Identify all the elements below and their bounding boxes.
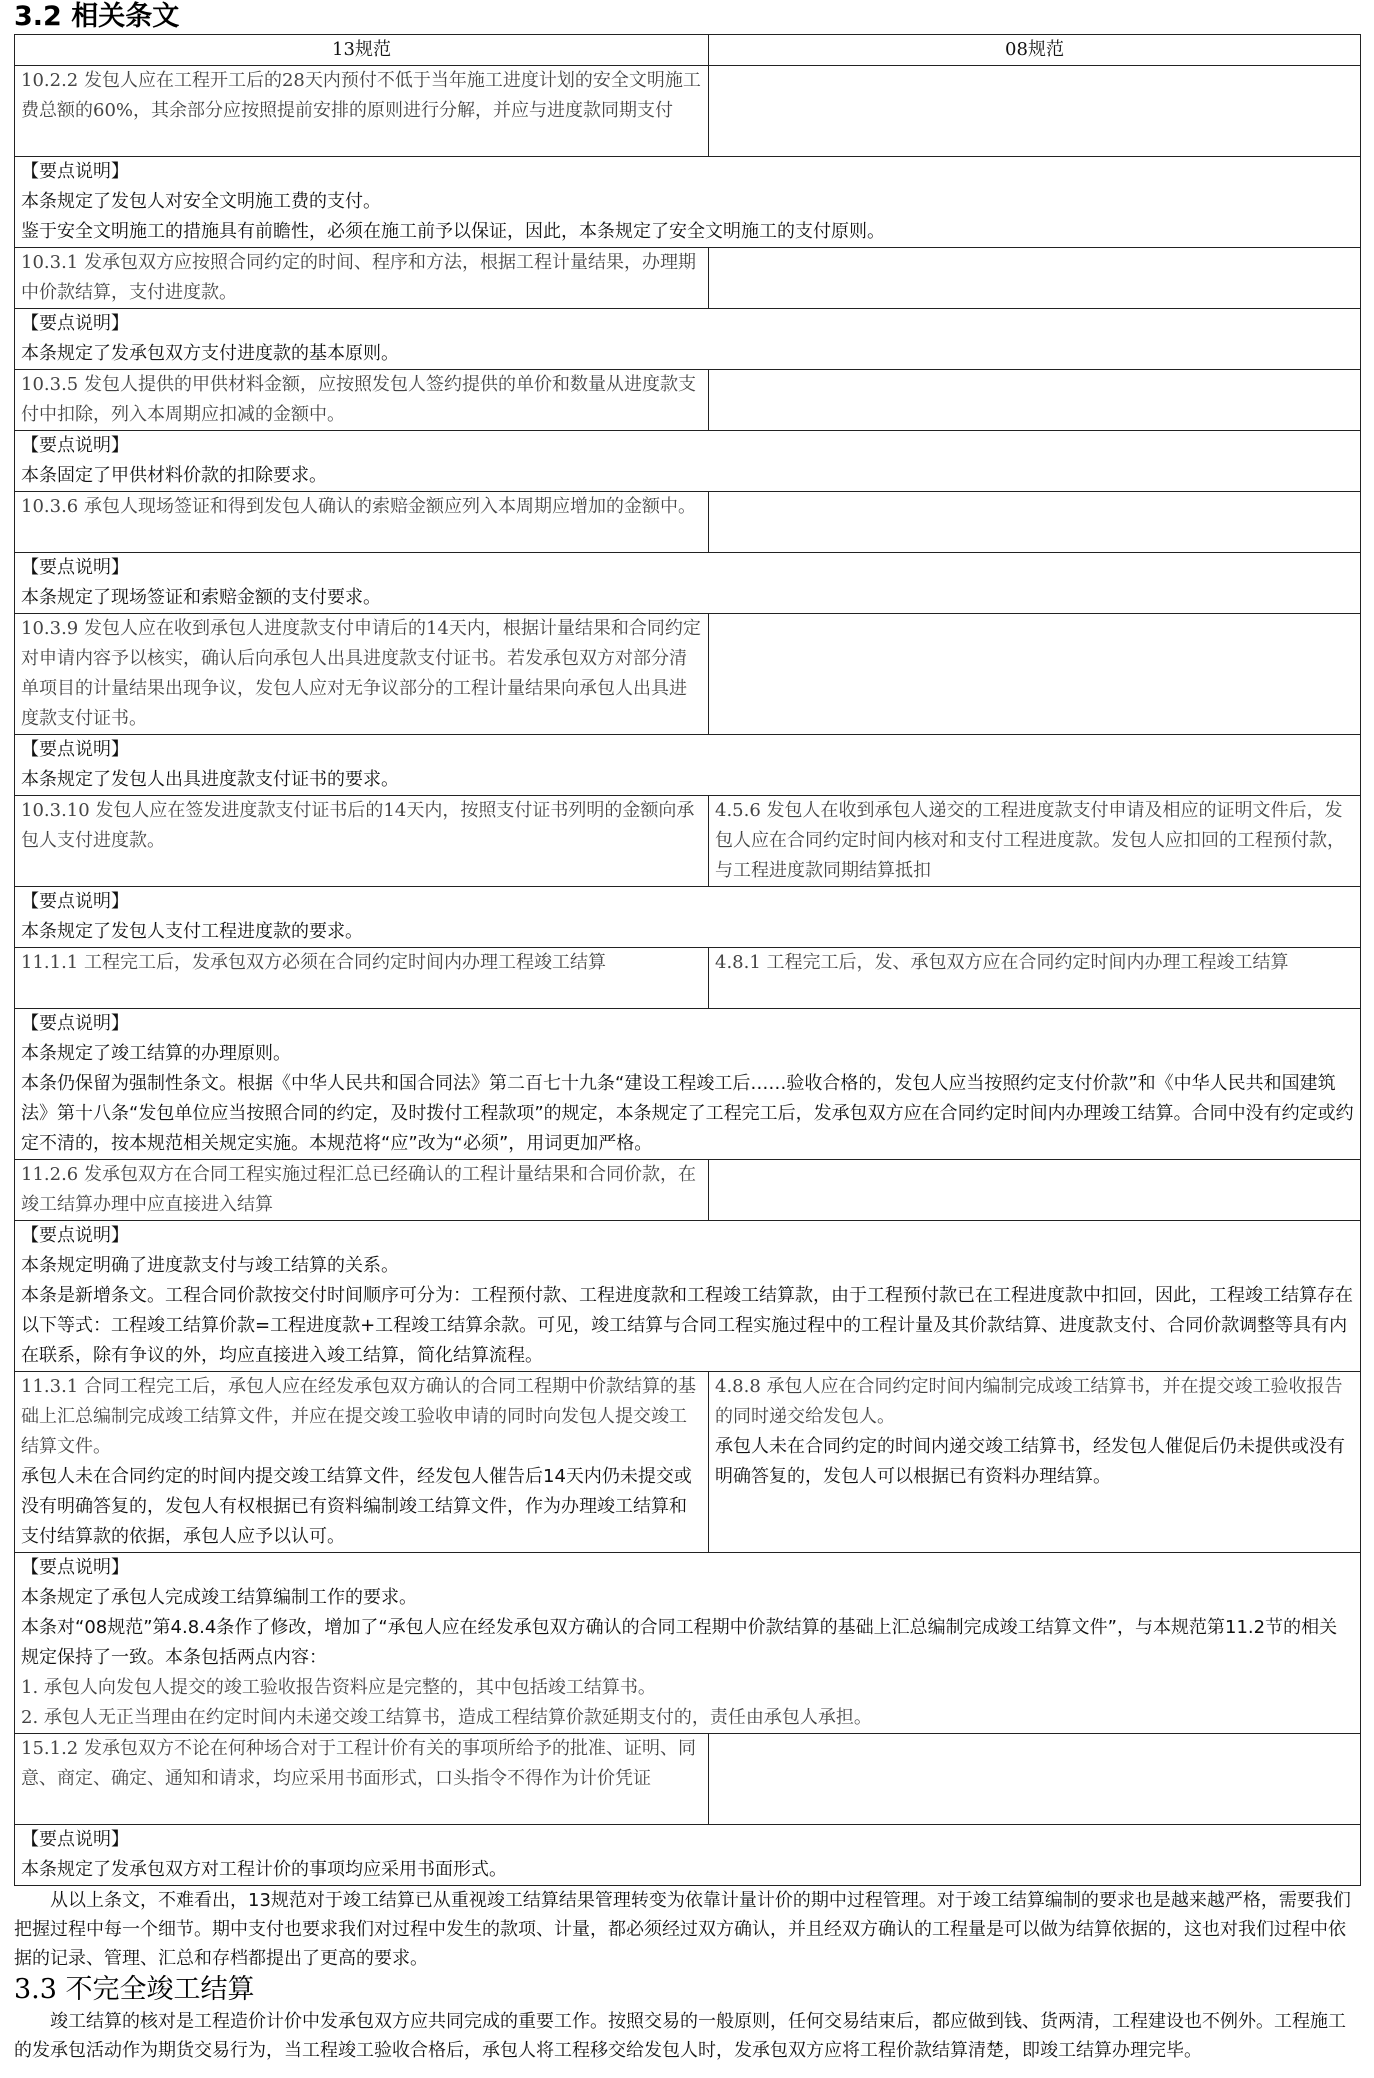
note-heading: 【要点说明】 <box>21 1225 129 1246</box>
clause-13: 15.1.2 发承包双方不论在何种场合对于工程计价有关的事项所给予的批准、证明、同意、商定、确定、通知和请求，均应采用书面形式，口头指令不得作为计价凭证 <box>15 1734 709 1825</box>
clause-13-text-b: 承包人未在合同约定的时间内提交竣工结算文件，经发包人催告后14天内仍未提交或没有明确答复的，发包人有权根据已有资料编制竣工结算文件，作为办理竣工结算和支付结算款的依据，承包人应予以认可。 <box>21 1466 692 1547</box>
note-cell <box>15 1221 1361 1372</box>
clause-row <box>15 1734 1361 1825</box>
clause-08 <box>709 1734 1361 1825</box>
note-heading: 【要点说明】 <box>21 557 129 578</box>
section-title: 3.2 相关条文 <box>14 1 180 32</box>
note-line: 本条规定明确了进度款支付与竣工结算的关系。 <box>21 1255 399 1276</box>
note-cell <box>15 431 1361 492</box>
clause-row <box>15 796 1361 887</box>
clause-row <box>15 1160 1361 1221</box>
table-header-row <box>15 35 1361 66</box>
clause-08 <box>709 492 1361 553</box>
clause-row <box>15 614 1361 735</box>
clause-13: 10.3.10 发包人应在签发进度款支付证书后的14天内，按照支付证书列明的金额向承包人支付进度款。 <box>15 796 709 887</box>
clause-08: 4.5.6 发包人在收到承包人递交的工程进度款支付申请及相应的证明文件后，发包人应在合同约定时间内核对和支付工程进度款。发包人应扣回的工程预付款，与工程进度款同期结算抵扣 <box>709 796 1361 887</box>
clause-08 <box>709 248 1361 309</box>
clause-13: 10.3.9 发包人应在收到承包人进度款支付申请后的14天内，根据计量结果和合同约定对申请内容予以核实，确认后向承包人出具进度款支付证书。若发承包双方对部分清单项目的计量结果出现争议，发包人应对无争议部分的工程计量结果向承包人出具进度款支付证书。 <box>15 614 709 735</box>
note-row <box>15 1825 1361 1886</box>
clause-13: 10.3.6 承包人现场签证和得到发包人确认的索赔金额应列入本周期应增加的金额中。 <box>15 492 709 553</box>
clause-13: 11.1.1 工程完工后，发承包双方必须在合同约定时间内办理工程竣工结算 <box>15 948 709 1009</box>
comparison-table <box>14 34 1361 1886</box>
note-line: 本条固定了甲供材料价款的扣除要求。 <box>21 465 327 486</box>
note-row <box>15 309 1361 370</box>
note-line: 本条规定了现场签证和索赔金额的支付要求。 <box>21 587 381 608</box>
subsection-body <box>14 2007 1360 2065</box>
note-line: 本条是新增条文。工程合同价款按交付时间顺序可分为：工程预付款、工程进度款和工程竣工结算款，由于工程预付款已在工程进度款中扣回，因此，工程竣工结算存在以下等式：工程竣工结算价款=工程进度款+工程竣工结算余款。可见，竣工结算与合同工程实施过程中的工程计量及其价款结算、进度款支付、合同价款调整等具有内在联系，除有争议的外，均应直接进入竣工结算，简化结算流程。 <box>21 1285 1353 1366</box>
note-line: 本条规定了承包人完成竣工结算编制工作的要求。 <box>21 1587 417 1608</box>
clause-08 <box>709 614 1361 735</box>
note-line: 本条规定了发承包双方支付进度款的基本原则。 <box>21 343 399 364</box>
clause-08-text: 4.8.8 承包人应在合同约定时间内编制完成竣工结算书，并在提交竣工验收报告的同时递交给发包人。 <box>715 1376 1343 1427</box>
note-line: 本条规定了竣工结算的办理原则。 <box>21 1043 291 1064</box>
note-cell <box>15 1553 1361 1734</box>
note-line: 本条对“08规范”第4.8.4条作了修改，增加了“承包人应在经发承包双方确认的合同工程期中价款结算的基础上汇总编制完成竣工结算文件”，与本规范第11.2节的相关规定保持了一致。本条包括两点内容： <box>21 1617 1338 1668</box>
note-heading: 【要点说明】 <box>21 891 129 912</box>
subsection-title: 3.3 不完全竣工结算 <box>14 1974 255 2005</box>
clause-08 <box>709 66 1361 157</box>
clause-13: 10.3.5 发包人提供的甲供材料金额，应按照发包人签约提供的单价和数量从进度款支付中扣除，列入本周期应扣减的金额中。 <box>15 370 709 431</box>
summary-paragraph: 从以上条文，不难看出，13规范对于竣工结算已从重视竣工结算结果管理转变为依靠计量计价的期中过程管理。对于竣工结算编制的要求也是越来越严格，需要我们把握过程中每一个细节。期中支付也要求我们对过程中发生的款项、计量，都必须经过双方确认，并且经双方确认的工程量是可以做为结算依据的，这也对我们过程中依据的记录、管理、汇总和存档都提出了更高的要求。 <box>14 1890 1351 1969</box>
clause-08 <box>709 1160 1361 1221</box>
note-row <box>15 735 1361 796</box>
note-cell <box>15 887 1361 948</box>
note-line: 鉴于安全文明施工的措施具有前瞻性，必须在施工前予以保证，因此，本条规定了安全文明施工的支付原则。 <box>21 221 885 242</box>
clause-13: 11.2.6 发承包双方在合同工程实施过程汇总已经确认的工程计量结果和合同价款，在竣工结算办理中应直接进入结算 <box>15 1160 709 1221</box>
note-heading: 【要点说明】 <box>21 1013 129 1034</box>
note-line: 本条规定了发包人对安全文明施工费的支付。 <box>21 191 381 212</box>
clause-row <box>15 248 1361 309</box>
summary-section <box>14 1886 1360 1973</box>
note-heading: 【要点说明】 <box>21 313 129 334</box>
clause-row <box>15 948 1361 1009</box>
note-list-item: 2. 承包人无正当理由在约定时间内未递交竣工结算书，造成工程结算价款延期支付的，责任由承包人承担。 <box>21 1707 872 1728</box>
note-cell <box>15 1825 1361 1886</box>
note-heading: 【要点说明】 <box>21 1557 129 1578</box>
note-cell <box>15 735 1361 796</box>
clause-row <box>15 370 1361 431</box>
note-cell <box>15 553 1361 614</box>
note-heading: 【要点说明】 <box>21 1829 129 1850</box>
note-line: 本条规定了发包人支付工程进度款的要求。 <box>21 921 363 942</box>
note-line: 本条仍保留为强制性条文。根据《中华人民共和国合同法》第二百七十九条“建设工程竣工后……验收合格的，发包人应当按照约定支付价款”和《中华人民共和国建筑法》第十八条“发包单位应当按照合同的约定，及时拨付工程款项”的规定，本条规定了工程完工后，发承包双方应在合同约定时间内办理竣工结算。合同中没有约定或约定不清的，按本规范相关规定实施。本规范将“应”改为“必须”，用词更加严格。 <box>21 1073 1354 1154</box>
clause-08-text-b: 承包人未在合同约定的时间内递交竣工结算书，经发包人催促后仍未提供或没有明确答复的，发包人可以根据已有资料办理结算。 <box>715 1436 1345 1487</box>
note-list-item: 1. 承包人向发包人提交的竣工验收报告资料应是完整的，其中包括竣工结算书。 <box>21 1677 656 1698</box>
note-line: 本条规定了发承包双方对工程计价的事项均应采用书面形式。 <box>21 1859 507 1880</box>
clause-row <box>15 492 1361 553</box>
clause-08 <box>709 1372 1361 1553</box>
note-cell <box>15 157 1361 248</box>
clause-13: 10.2.2 发包人应在工程开工后的28天内预付不低于当年施工进度计划的安全文明施工费总额的60%，其余部分应按照提前安排的原则进行分解，并应与进度款同期支付 <box>15 66 709 157</box>
note-row <box>15 1221 1361 1372</box>
note-heading: 【要点说明】 <box>21 435 129 456</box>
note-line: 本条规定了发包人出具进度款支付证书的要求。 <box>21 769 399 790</box>
note-row <box>15 157 1361 248</box>
note-heading: 【要点说明】 <box>21 161 129 182</box>
header-13: 13规范 <box>15 35 709 66</box>
clause-row <box>15 66 1361 157</box>
clause-08 <box>709 370 1361 431</box>
clause-row <box>15 1372 1361 1553</box>
note-row <box>15 887 1361 948</box>
clause-13-text: 11.3.1 合同工程完工后，承包人应在经发承包双方确认的合同工程期中价款结算的基础上汇总编制完成竣工结算文件，并应在提交竣工验收申请的同时向发包人提交竣工结算文件。 <box>21 1376 696 1457</box>
note-row <box>15 553 1361 614</box>
clause-13 <box>15 1372 709 1553</box>
note-cell <box>15 309 1361 370</box>
header-08: 08规范 <box>709 35 1361 66</box>
subsection-paragraph: 竣工结算的核对是工程造价计价中发承包双方应共同完成的重要工作。按照交易的一般原则，任何交易结束后，都应做到钱、货两清，工程建设也不例外。工程施工的发承包活动作为期货交易行为，当工程竣工验收合格后，承包人将工程移交给发包人时，发承包双方应将工程价款结算清楚，即竣工结算办理完毕。 <box>14 2011 1346 2061</box>
note-row <box>15 1009 1361 1160</box>
note-row <box>15 1553 1361 1734</box>
clause-08: 4.8.1 工程完工后，发、承包双方应在合同约定时间内办理工程竣工结算 <box>709 948 1361 1009</box>
note-cell <box>15 1009 1361 1160</box>
clause-13: 10.3.1 发承包双方应按照合同约定的时间、程序和方法，根据工程计量结果，办理期中价款结算，支付进度款。 <box>15 248 709 309</box>
note-heading: 【要点说明】 <box>21 739 129 760</box>
page <box>14 0 1360 2065</box>
note-row <box>15 431 1361 492</box>
